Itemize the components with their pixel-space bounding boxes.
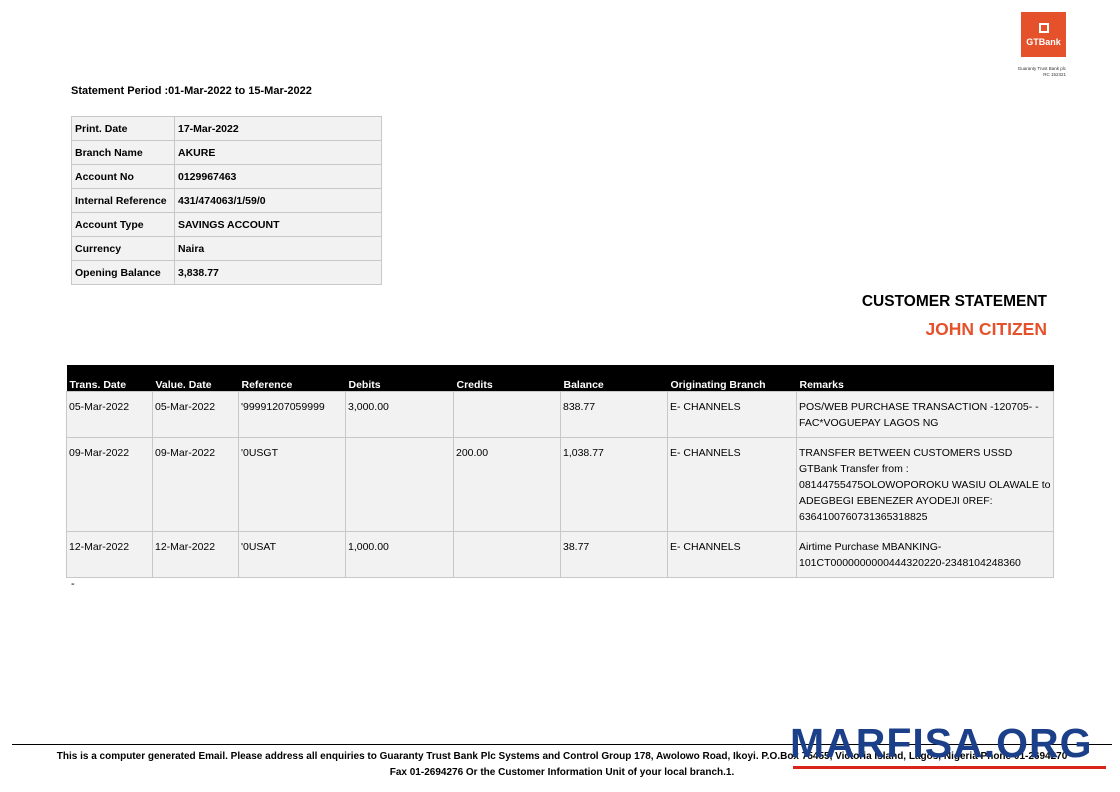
- table-cell: 1,038.77: [561, 438, 668, 532]
- info-value: Naira: [175, 237, 382, 261]
- logo-sub-line2: RC 152321: [1043, 72, 1066, 77]
- table-cell: '0USAT: [239, 532, 346, 578]
- info-label: Print. Date: [72, 117, 175, 141]
- table-cell: [346, 438, 454, 532]
- table-cell: 09-Mar-2022: [153, 438, 239, 532]
- info-row: [72, 165, 382, 189]
- end-dash: -: [71, 578, 75, 590]
- info-value: 17-Mar-2022: [175, 117, 382, 141]
- column-header: Originating Branch: [668, 365, 797, 392]
- info-value: SAVINGS ACCOUNT: [175, 213, 382, 237]
- gtbank-logo: [1021, 12, 1066, 57]
- info-label: Internal Reference: [72, 189, 175, 213]
- table-row: [67, 532, 1054, 578]
- info-label: Branch Name: [72, 141, 175, 165]
- table-cell: POS/WEB PURCHASE TRANSACTION -120705- -FAC*VOGUEPAY LAGOS NG: [797, 392, 1054, 438]
- info-row: [72, 261, 382, 285]
- logo-square-icon: [1039, 23, 1049, 33]
- table-cell: 05-Mar-2022: [67, 392, 153, 438]
- info-value: 431/474063/1/59/0: [175, 189, 382, 213]
- column-header: Balance: [561, 365, 668, 392]
- table-cell: 12-Mar-2022: [67, 532, 153, 578]
- table-cell: '99991207059999: [239, 392, 346, 438]
- column-header: Reference: [239, 365, 346, 392]
- column-header: Remarks: [797, 365, 1054, 392]
- statement-period: Statement Period :01-Mar-2022 to 15-Mar-2022: [71, 85, 312, 97]
- info-row: [72, 213, 382, 237]
- logo-subtitle: [1000, 66, 1066, 78]
- table-row: [67, 438, 1054, 532]
- table-cell: 1,000.00: [346, 532, 454, 578]
- table-cell: [454, 532, 561, 578]
- logo-sub-line1: Guaranty Trust Bank plc: [1017, 66, 1066, 71]
- column-header: Trans. Date: [67, 365, 153, 392]
- table-cell: 09-Mar-2022: [67, 438, 153, 532]
- table-cell: '0USGT: [239, 438, 346, 532]
- table-cell: 05-Mar-2022: [153, 392, 239, 438]
- info-row: [72, 117, 382, 141]
- customer-name: JOHN CITIZEN: [925, 319, 1047, 339]
- table-row: [67, 392, 1054, 438]
- info-row: [72, 237, 382, 261]
- info-value: AKURE: [175, 141, 382, 165]
- table-cell: TRANSFER BETWEEN CUSTOMERS USSD GTBank Transfer from : 08144755475OLOWOPOROKU WASIU OLAWALE to ADEGBEGI EBENEZER AYODEJI 0REF: 6364100760731365318825: [797, 438, 1054, 532]
- watermark: MARFISA.ORG: [790, 720, 1093, 766]
- table-cell: E- CHANNELS: [668, 392, 797, 438]
- logo-text: GTBank: [1026, 36, 1061, 47]
- info-row: [72, 141, 382, 165]
- table-cell: E- CHANNELS: [668, 532, 797, 578]
- info-label: Opening Balance: [72, 261, 175, 285]
- info-label: Currency: [72, 237, 175, 261]
- table-cell: 3,000.00: [346, 392, 454, 438]
- watermark-underline: [793, 766, 1106, 769]
- footer-line-1: This is a computer generated Email. Please address all enquiries to Guaranty Trust Bank Plc Systems and Control Group 178, Awolowo Road, Ikoyi. P.O.Box 75455, Victoria Island, Lagos, Nigeria Phone 01-2694270: [56, 751, 1068, 762]
- table-cell: 12-Mar-2022: [153, 532, 239, 578]
- table-cell: Airtime Purchase MBANKING-101CT0000000000444320220-2348104248360: [797, 532, 1054, 578]
- info-value: 0129967463: [175, 165, 382, 189]
- column-header: Debits: [346, 365, 454, 392]
- info-value: 3,838.77: [175, 261, 382, 285]
- table-header-row: [67, 365, 1054, 392]
- column-header: Value. Date: [153, 365, 239, 392]
- table-cell: 200.00: [454, 438, 561, 532]
- info-label: Account No: [72, 165, 175, 189]
- customer-statement-title: CUSTOMER STATEMENT: [861, 293, 1047, 310]
- column-header: Credits: [454, 365, 561, 392]
- account-info-table: [71, 116, 382, 285]
- transactions-table: [66, 365, 1054, 578]
- info-label: Account Type: [72, 213, 175, 237]
- info-row: [72, 189, 382, 213]
- table-cell: E- CHANNELS: [668, 438, 797, 532]
- footer-line-2: Fax 01-2694276 Or the Customer Information Unit of your local branch.1.: [389, 767, 735, 778]
- table-cell: 838.77: [561, 392, 668, 438]
- table-cell: [454, 392, 561, 438]
- table-cell: 38.77: [561, 532, 668, 578]
